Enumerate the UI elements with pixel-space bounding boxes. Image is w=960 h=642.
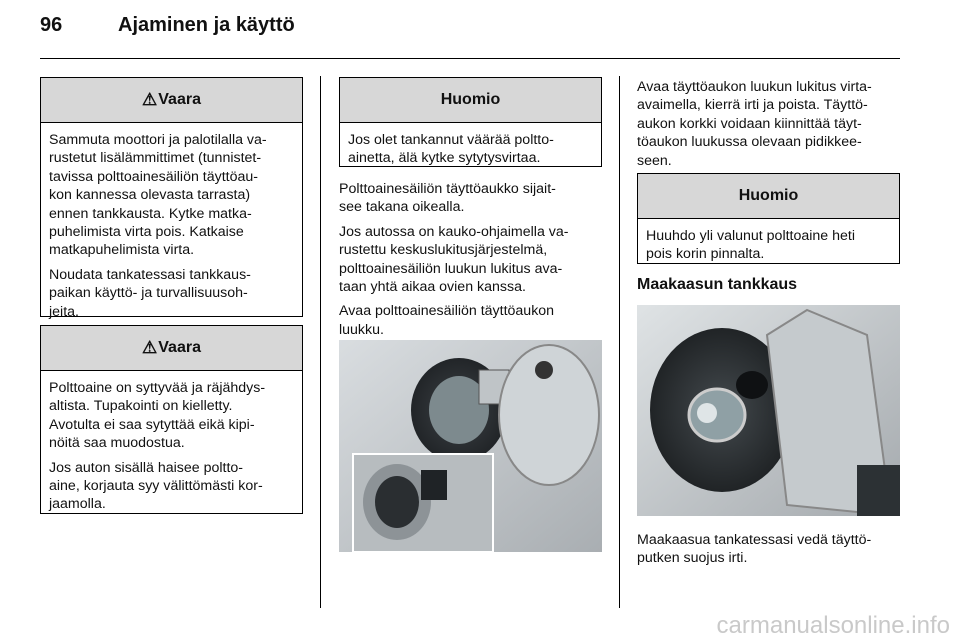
section-title: Maakaasun tankkaus: [637, 276, 798, 293]
paragraph: Avaa polttoainesäiliön täyttöaukon luukku.: [339, 303, 555, 338]
paragraph: Jos autossa on kauko-ohjaimella va- rustettu keskuslukitusjärjestelmä, polttoainesäiliön luukun lukitus ava- taan yhtä aikaa ovien kanssa.: [339, 223, 569, 296]
notice-header: Huomio: [340, 78, 601, 123]
fuel-filler-flap-image: [339, 340, 602, 552]
warning-header: [41, 78, 302, 123]
warning-header: [41, 326, 302, 371]
warning-text: Sammuta moottori ja palotilalla va- rustetut lisälämmittimet (tunnistet- tavissa polttoainesäiliön täyttöau- kon kannessa olevasta tarrasta) ennen tankkausta. Kytke matka- puhelimista virta pois. Katkaise matkapuhelimista virta.: [49, 132, 267, 259]
col3-text: [637, 78, 907, 176]
watermark: carmanualsonline.info: [716, 612, 950, 639]
notice-box-1: [339, 77, 602, 167]
warning-text: Polttoaine on syttyvää ja räjähdys- altista. Tupakointi on kielletty. Avotulta ei saa sytyttää eikä kipi- nöitä saa muodostua.: [49, 380, 266, 452]
notice-text: Huuhdo yli valunut polttoaine heti pois korin pinnalta.: [646, 228, 856, 263]
warning-icon: ⚠: [142, 90, 158, 109]
page-header: [40, 14, 295, 37]
paragraph: Polttoainesäiliön täyttöaukko sijait- see takana oikealla.: [339, 181, 556, 216]
col3-caption: [637, 531, 907, 574]
warning-box-2: [40, 325, 303, 514]
notice-text: Jos olet tankannut väärää poltto- ainetta, älä kytke sytytysvirtaa.: [348, 132, 554, 167]
paragraph: Avaa täyttöaukon luukun lukitus virta- avaimella, kierrä irti ja poista. Täyttö- aukon korkki voidaan kiinnittää täyt- töaukon luukussa olevaan pidikkee- seen.: [637, 79, 872, 169]
warning-label: Vaara: [158, 339, 201, 356]
warning-text: Noudata tankatessasi tankkaus- paikan käyttö- ja turvallisuusoh- jeita.: [49, 266, 251, 320]
notice-box-2: [637, 173, 900, 264]
paragraph: Maakaasua tankatessasi vedä täyttö- putken suojus irti.: [637, 532, 872, 567]
warning-text: Jos auton sisällä haisee poltto- aine, korjauta syy välittömästi kor- jaamolla.: [49, 459, 263, 513]
warning-label: Vaara: [158, 91, 201, 108]
header-rule: [40, 58, 900, 59]
column-divider-1: [320, 76, 321, 608]
column-divider-2: [619, 76, 620, 608]
warning-box-1: [40, 77, 303, 320]
notice-header: Huomio: [638, 174, 899, 219]
warning-icon: ⚠: [142, 338, 158, 357]
page-title: Ajaminen ja käyttö: [118, 14, 295, 36]
page-number: 96: [40, 14, 63, 36]
cng-filler-image: [637, 305, 900, 516]
col2-text: [339, 180, 609, 345]
